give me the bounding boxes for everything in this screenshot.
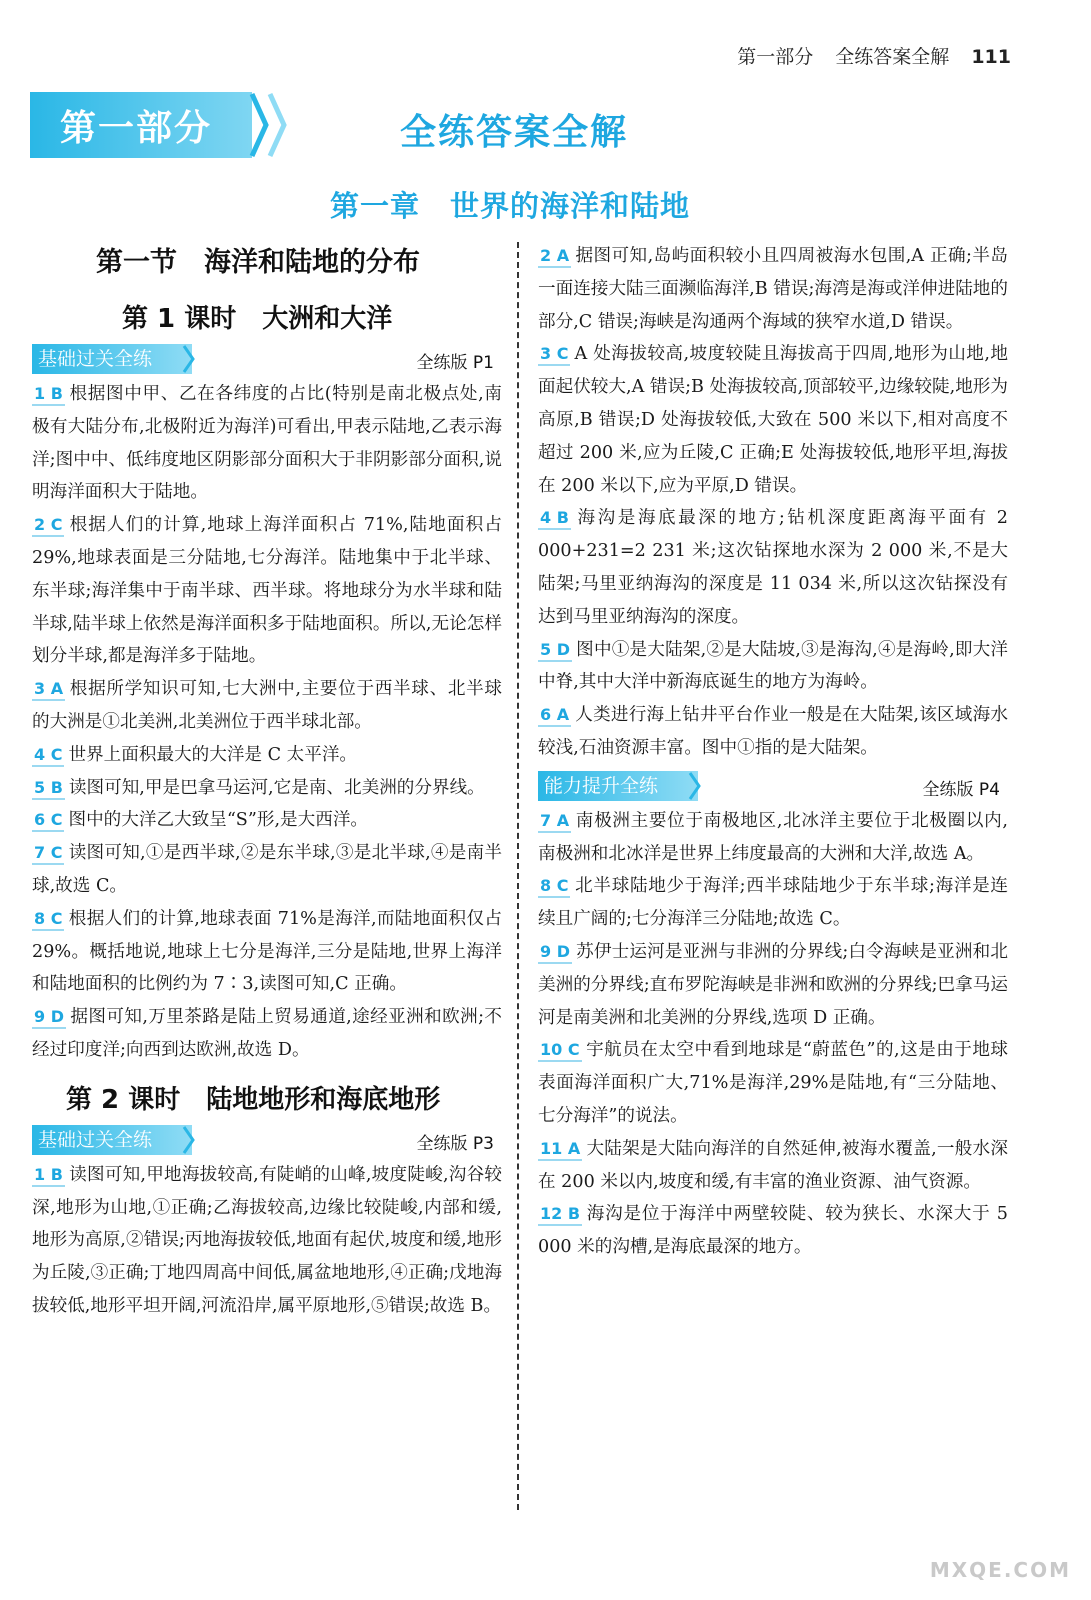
answer-letter: C	[50, 908, 63, 928]
answer-letter: B	[50, 1164, 63, 1184]
answer-item	[538, 338, 1008, 502]
answer-list	[32, 1159, 502, 1323]
answer-letter: B	[556, 508, 569, 528]
answer-item	[538, 805, 1008, 871]
chevron-right-icon	[182, 1125, 196, 1155]
question-number: 4	[540, 508, 552, 528]
answer-key	[32, 745, 64, 767]
answer-explanation: 宇航员在太空中看到地球是“蔚蓝色”的,这是由于地球表面海洋面积广大,71%是海洋,29%是陆地,有“三分陆地、七分海洋”的说法。	[538, 1040, 1008, 1126]
answer-explanation: 读图可知,①是西半球,②是东半球,③是北半球,④是南半球,故选 C。	[32, 843, 502, 896]
answer-key	[538, 344, 570, 366]
answer-key	[32, 515, 64, 537]
answer-item	[538, 502, 1008, 633]
answer-item	[538, 936, 1008, 1034]
answer-letter: C	[50, 810, 63, 830]
answer-key	[538, 640, 572, 662]
answer-letter: A	[567, 1138, 581, 1158]
answer-item	[32, 1001, 502, 1067]
answer-explanation: 海沟是海底最深的地方;钻机深度距离海平面有 2 000+231=2 231 米;这次钻探地水深为 2 000 米,不是大陆架;马里亚纳海沟的深度是 11 034 米,所以这次钻探没有达到马里亚纳海沟的深度。	[538, 508, 1008, 627]
answer-item	[538, 1133, 1008, 1199]
answer-explanation: 据图可知,岛屿面积较小且四周被海水包围,A 正确;半岛一面连接大陆三面濒临海洋,B 错误;海湾是海或洋伸进陆地的部分,C 错误;海峡是沟通两个海域的狭窄水道,D 错误。	[538, 246, 1008, 332]
answer-item	[32, 837, 502, 903]
page-ref: 全练版 P1	[416, 353, 494, 373]
answer-letter: D	[556, 639, 570, 659]
page-ref: 全练版 P3	[416, 1133, 494, 1154]
question-number: 12	[540, 1204, 563, 1224]
answer-item	[32, 1159, 502, 1323]
answer-explanation: 读图可知,甲是巴拿马运河,它是南、北美洲的分界线。	[68, 777, 485, 798]
answer-letter: C	[50, 744, 63, 764]
answer-explanation: 图中①是大陆架,②是大陆坡,③是海沟,④是海岭,即大洋中脊,其中大洋中新海底诞生的地方为海岭。	[538, 639, 1008, 693]
question-number: 9	[540, 941, 552, 961]
question-number: 11	[540, 1138, 563, 1158]
question-number: 8	[540, 876, 552, 896]
answer-key	[32, 1165, 65, 1187]
answer-item	[32, 378, 502, 509]
answer-key	[538, 508, 571, 530]
section-tag: 基础过关全练	[32, 344, 192, 374]
right-column	[538, 240, 1008, 1264]
answer-letter: A	[556, 810, 570, 830]
question-number: 4	[34, 744, 46, 764]
answer-list	[538, 240, 1008, 765]
answer-letter: C	[556, 876, 569, 896]
answer-key	[32, 1007, 66, 1029]
answer-item	[538, 1034, 1008, 1132]
answer-key	[32, 843, 64, 865]
question-number: 3	[34, 679, 46, 699]
answer-explanation: 北半球陆地少于海洋;西半球陆地少于东半球;海洋是连续且广阔的;七分海洋三分陆地;故选 C。	[538, 876, 1008, 930]
answer-letter: C	[567, 1040, 580, 1060]
answer-explanation: 根据图中甲、乙在各纬度的占比(特别是南北极点处,南极有大陆分布,北极附近为海洋)可看出,甲表示陆地,乙表示海洋;图中中、低纬度地区阴影部分面积大于非阴影部分面积,说明海洋面积大于陆地。	[32, 384, 502, 503]
answer-item	[538, 240, 1008, 338]
answer-explanation: 人类进行海上钻井平台作业一般是在大陆架,该区域海水较浅,石油资源丰富。图中①指的是大陆架。	[538, 705, 1008, 758]
answer-explanation: 世界上面积最大的大洋是 C 太平洋。	[68, 744, 358, 765]
page-number: 111	[971, 46, 1011, 68]
question-number: 1	[34, 1164, 46, 1184]
question-number: 9	[34, 1007, 46, 1027]
question-number: 7	[540, 810, 552, 830]
tag-row	[32, 342, 502, 378]
part-banner-label: 第一部分	[60, 108, 213, 149]
answer-explanation: 南极洲主要位于南极地区,北冰洋主要位于北极圈以内,南极洲和北冰洋是世界上纬度最高的大洲和大洋,故选 A。	[538, 810, 1008, 864]
answer-explanation: 根据人们的计算,地球表面 71%是海洋,而陆地面积仅占 29%。概括地说,地球上七分是海洋,三分是陆地,世界上海洋和陆地面积的比例约为 7∶3,读图可知,C 正确。	[32, 908, 502, 995]
answer-explanation: 根据所学知识可知,七大洲中,主要位于西半球、北半球的大洲是①北美洲,北美洲位于西半球北部。	[32, 679, 502, 732]
question-number: 5	[540, 639, 552, 659]
tag-row	[538, 769, 1008, 805]
chevron-right-icon	[182, 344, 196, 374]
answer-letter: D	[556, 941, 570, 961]
answer-explanation: A 处海拔较高,坡度较陡且海拔高于四周,地形为山地,地面起伏较大,A 错误;B 处海拔较高,顶部较平,边缘较陡,地形为高原,B 错误;D 处海拔较低,大致在 500 米以下,相对高度不超过 200 米,应为丘陵,C 正确;E 处海拔较低,地形平坦,海拔在 200 米以下,应为平原,D 错误。	[538, 344, 1008, 496]
answer-key	[32, 909, 64, 931]
question-number: 6	[34, 810, 46, 830]
answer-letter: A	[556, 705, 570, 725]
answer-item	[538, 1198, 1008, 1264]
answer-item	[32, 673, 502, 739]
section-tag: 能力提升全练	[538, 771, 698, 801]
tag-row	[32, 1123, 502, 1159]
answer-list	[538, 805, 1008, 1264]
answer-item	[32, 804, 502, 837]
lesson-title: 第 2 课时 陆地地形和海底地形	[66, 1084, 441, 1115]
answer-key	[538, 1139, 582, 1161]
answer-explanation: 读图可知,甲地海拔较高,有陡峭的山峰,坡度陡峻,沟谷较深,地形为山地,①正确;乙海拔较高,边缘比较陡峻,内部和缓,地形为高原,②错误;丙地海拔较低,地面有起伏,坡度和缓,地形为丘陵,③正确;丁地四周高中间低,属盆地地形,④正确;戊地海拔较低,地形平坦开阔,河流沿岸,属平原地形,⑤错误;故选 B。	[32, 1164, 502, 1316]
answer-explanation: 苏伊士运河是亚洲与非洲的分界线;白令海峡是亚洲和北美洲的分界线;直布罗陀海峡是非洲和欧洲的分界线;巴拿马运河是南美洲和北美洲的分界线,选项 D 正确。	[538, 941, 1008, 1028]
answer-key	[538, 942, 572, 964]
column-divider	[517, 242, 519, 1510]
question-number: 10	[540, 1040, 563, 1060]
running-header	[721, 42, 1011, 69]
answer-explanation: 大陆架是大陆向海洋的自然延伸,被海水覆盖,一般水深在 200 米以内,坡度和缓,有丰富的渔业资源、油气资源。	[538, 1138, 1008, 1192]
answer-list	[32, 378, 502, 1067]
chapter-title: 第一章 世界的海洋和陆地	[330, 189, 691, 223]
answer-key	[538, 246, 571, 268]
answer-key	[32, 679, 65, 701]
answer-key	[538, 811, 571, 833]
answer-key	[538, 876, 570, 898]
answer-letter: C	[50, 515, 63, 535]
answer-key	[538, 1204, 582, 1226]
page-ref: 全练版 P4	[922, 779, 1000, 800]
answer-letter: B	[50, 384, 63, 403]
answer-key	[32, 384, 65, 406]
answer-item	[538, 870, 1008, 936]
chevron-right-icon	[266, 90, 288, 160]
lesson-title: 第 1 课时 大洲和大洋	[122, 304, 393, 334]
answer-letter: B	[50, 777, 63, 797]
answer-item	[32, 903, 502, 1001]
question-number: 1	[34, 384, 46, 403]
answer-explanation: 根据人们的计算,地球上海洋面积占 71%,陆地面积占 29%,地球表面是三分陆地,七分海洋。陆地集中于北半球、东半球;海洋集中于南半球、西半球。将地球分为水半球和陆半球,陆半球上依然是海洋面积多于陆地面积。所以,无论怎样划分半球,都是海洋多于陆地。	[32, 515, 502, 667]
section-title: 第一节 海洋和陆地的分布	[96, 247, 420, 278]
answer-key	[538, 705, 571, 727]
running-book: 全练答案全解	[835, 46, 950, 68]
question-number: 7	[34, 843, 46, 863]
answer-letter: A	[50, 679, 64, 699]
answer-item	[32, 739, 502, 772]
answer-explanation: 图中的大洋乙大致呈“S”形,是大西洋。	[68, 810, 369, 831]
running-part: 第一部分	[737, 46, 814, 68]
question-number: 3	[540, 344, 552, 364]
answer-item	[32, 772, 502, 805]
answer-key	[32, 778, 65, 800]
question-number: 5	[34, 777, 46, 797]
question-number: 6	[540, 705, 552, 725]
answer-letter: B	[567, 1204, 581, 1224]
answer-letter: A	[556, 246, 570, 265]
watermark: MXQE.COM	[929, 1558, 1071, 1582]
left-column	[32, 240, 502, 1323]
chevron-right-icon	[688, 771, 702, 801]
answer-explanation: 海沟是位于海洋中两壁较陡、较为狭长、水深大于 5 000 米的沟槽,是海底最深的地方。	[538, 1204, 1008, 1258]
answer-item	[32, 509, 502, 673]
answer-item	[538, 699, 1008, 765]
answer-key	[538, 1040, 582, 1062]
question-number: 2	[540, 246, 552, 265]
answer-explanation: 据图可知,万里茶路是陆上贸易通道,途经亚洲和欧洲;不经过印度洋;向西到达欧洲,故选 D。	[32, 1007, 502, 1060]
page-title: 全练答案全解	[400, 112, 629, 153]
question-number: 8	[34, 908, 46, 928]
answer-letter: C	[50, 843, 63, 863]
question-number: 2	[34, 515, 46, 535]
section-tag: 基础过关全练	[32, 1125, 192, 1155]
answer-letter: C	[556, 344, 569, 364]
answer-key	[32, 810, 64, 832]
answer-letter: D	[50, 1007, 64, 1027]
answer-item	[538, 634, 1008, 700]
